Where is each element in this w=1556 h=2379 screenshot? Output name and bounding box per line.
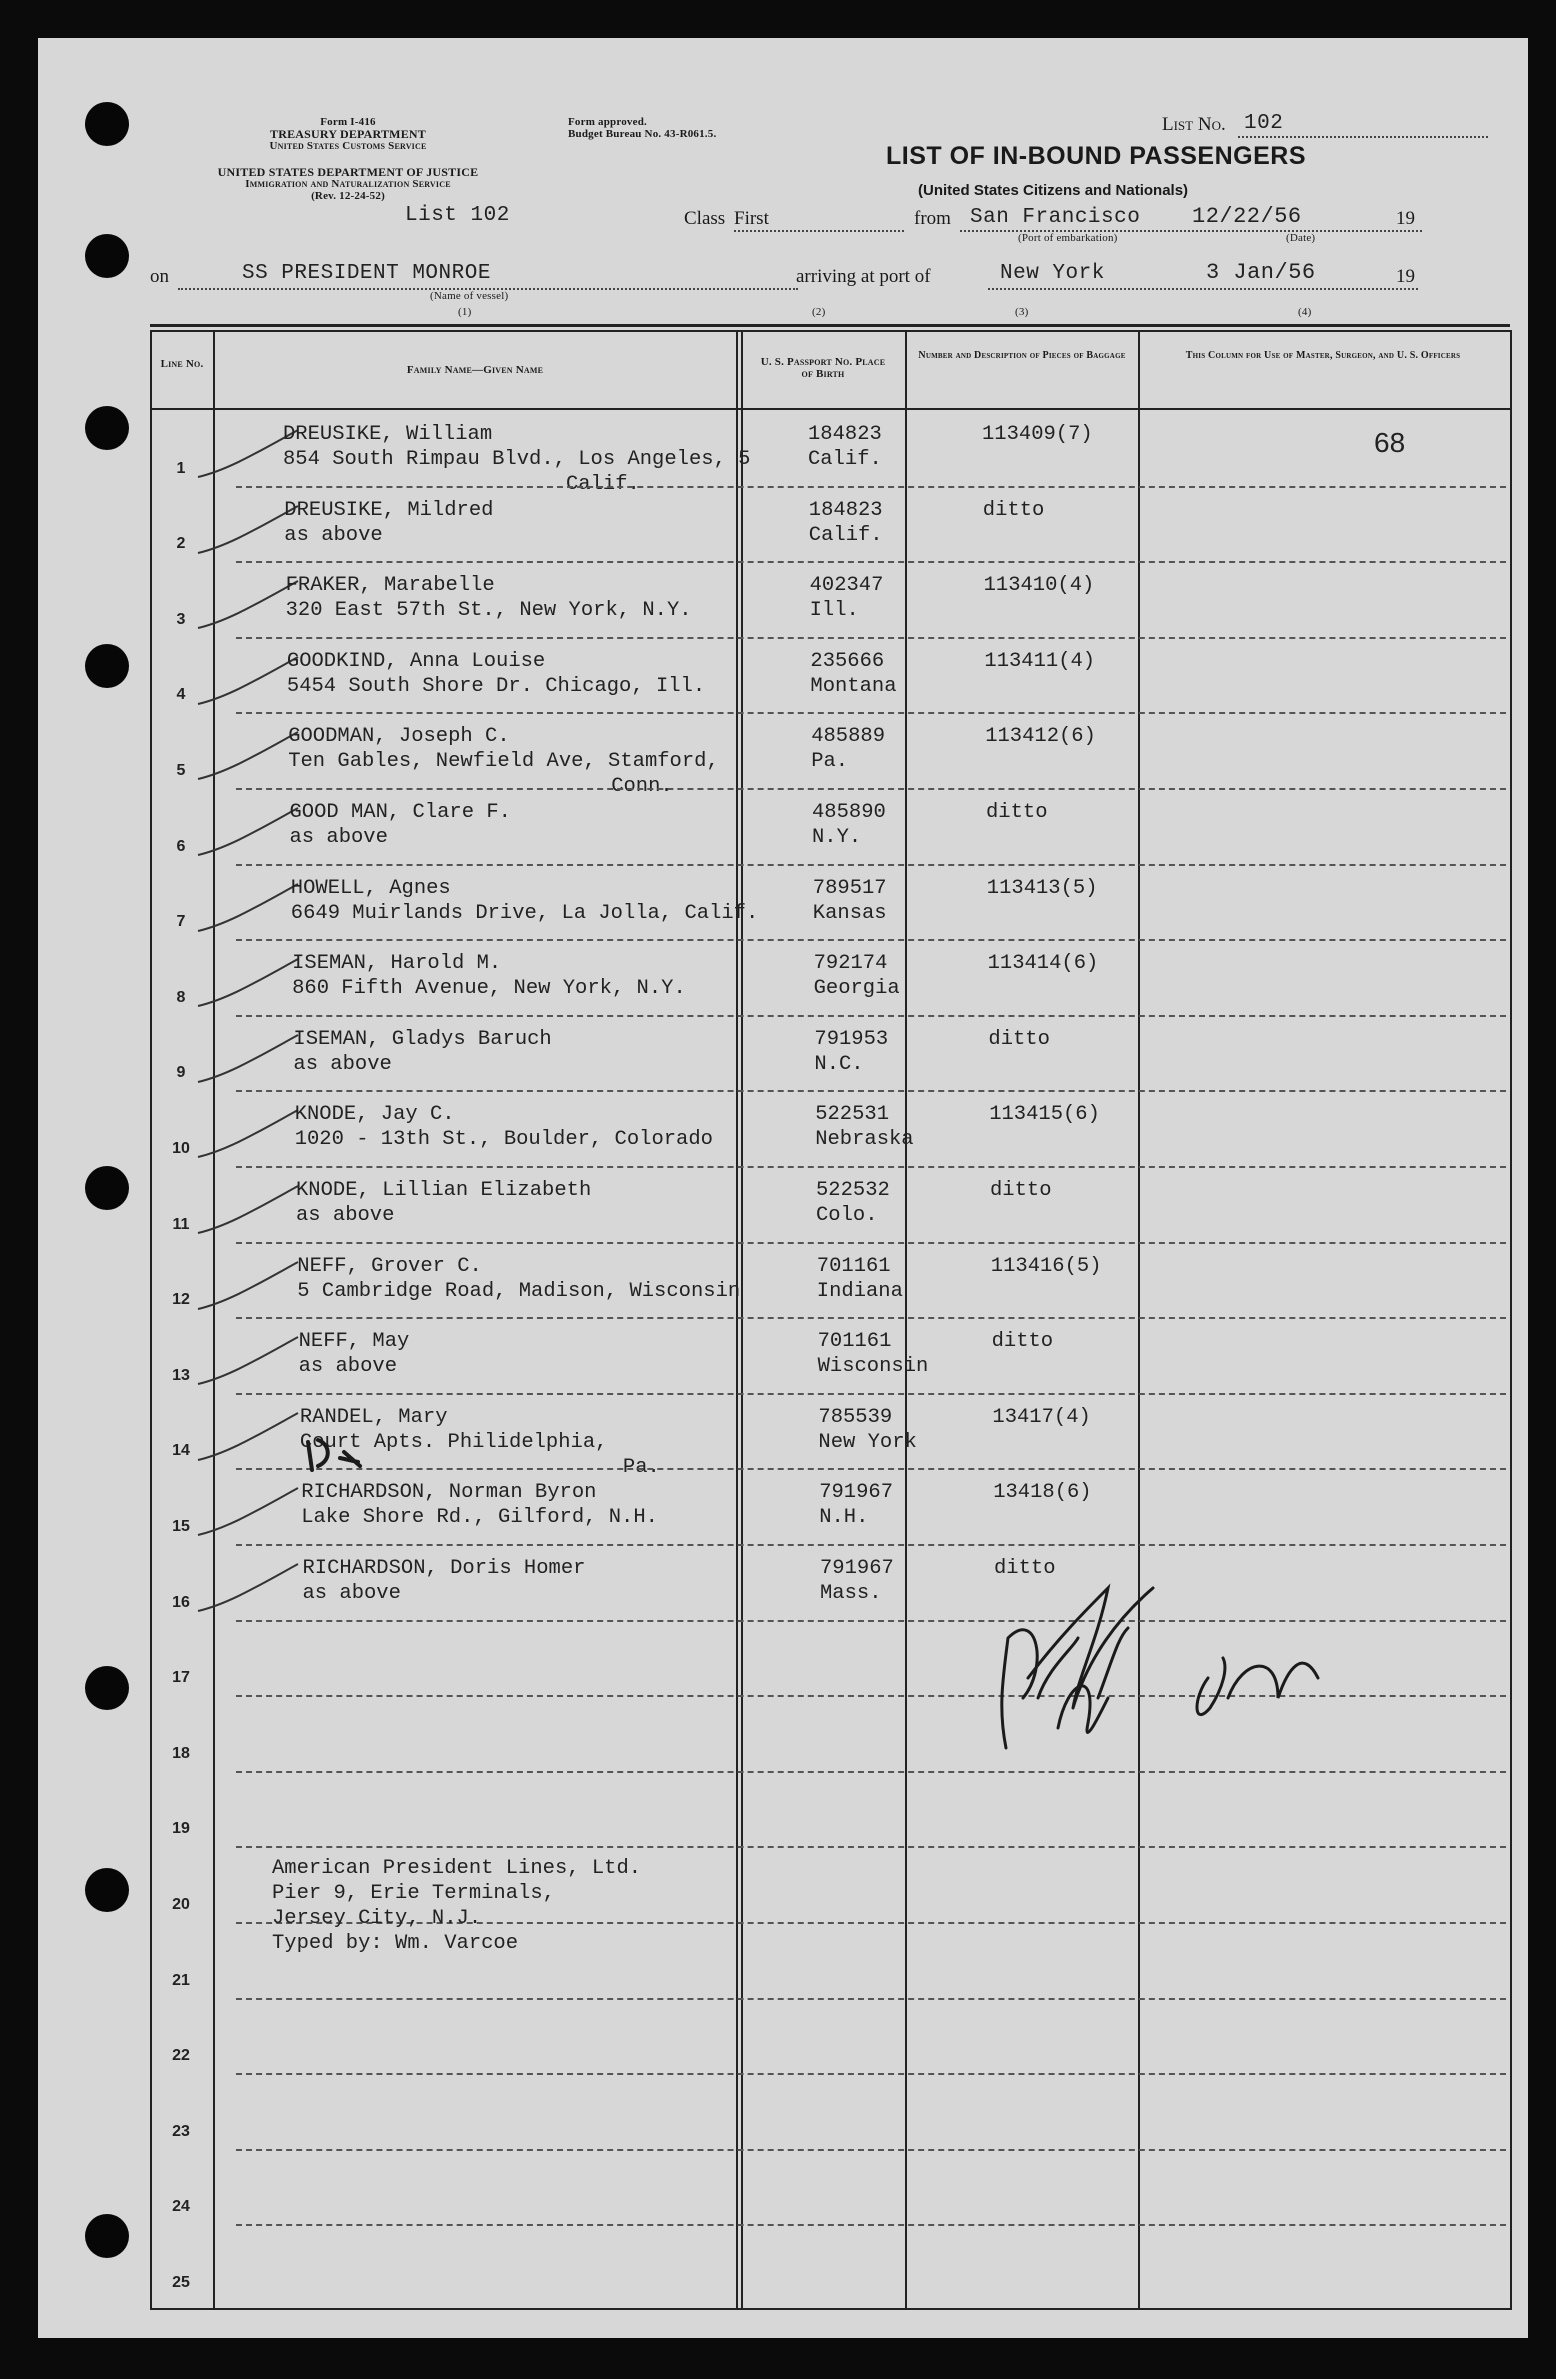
date-caption: (Date) (1286, 232, 1316, 244)
passenger-name: KNODE, Jay C. (294, 1103, 455, 1127)
passenger-name: ISEMAN, Gladys Baruch (293, 1027, 552, 1051)
passenger-name: GOOD MAN, Clare F. (289, 801, 511, 824)
port-embark-caption: (Port of embarkation) (1018, 232, 1118, 244)
line-tick-mark (188, 1254, 308, 1314)
passenger-address: as above (298, 1355, 398, 1379)
line-tick-mark (188, 1178, 308, 1238)
row-separator (236, 1544, 1506, 1546)
form-approved: Form approved. (568, 116, 647, 128)
list-typed: List 102 (405, 204, 510, 227)
row-separator (236, 712, 1506, 714)
agent-line-2: Pier 9, Erie Terminals, (272, 1882, 555, 1905)
form-number: Form I-416 (320, 116, 376, 128)
place-of-birth: Calif. (808, 523, 883, 547)
column-header-baggage: Number and Description of Pieces of Baggage (918, 350, 1126, 361)
baggage-description: 13417(4) (992, 1405, 1091, 1429)
line-tick-mark (188, 1556, 308, 1616)
line-number: 8 (176, 988, 186, 1006)
line-number: 2 (176, 535, 186, 553)
class-value: First (734, 208, 769, 229)
line-number: 7 (176, 913, 186, 931)
place-of-birth: Wisconsin (817, 1355, 929, 1379)
passenger-address: as above (284, 523, 383, 547)
punch-hole (85, 406, 129, 450)
place-of-birth: Nebraska (815, 1128, 914, 1152)
passport-number: 785539 (818, 1405, 893, 1429)
passenger-name: GOODKIND, Anna Louise (286, 649, 546, 673)
passenger-address: 1020 - 13th St., Boulder, Colorado (294, 1128, 713, 1152)
place-of-birth: N.Y. (812, 826, 862, 849)
column-ref-4: (4) (1298, 306, 1312, 318)
baggage-description: 113415(6) (989, 1103, 1100, 1127)
line-number: 16 (172, 1593, 190, 1611)
row-separator (236, 788, 1506, 790)
line-number: 5 (176, 762, 186, 779)
passenger-address-cont: Calif. (566, 473, 640, 496)
year-prefix-2: 19 (1396, 266, 1415, 287)
manifest-sheet (38, 38, 1528, 2338)
line-number: 18 (172, 1744, 190, 1762)
passport-number: 522531 (815, 1103, 889, 1127)
baggage-description: 113411(4) (984, 649, 1096, 673)
officer-signature (978, 1548, 1338, 1768)
row-separator (236, 561, 1506, 563)
punch-hole (85, 2214, 129, 2258)
place-of-birth: Pa. (811, 750, 849, 774)
column-header-name: Family Name—Given Name (406, 364, 544, 376)
from-label: from (914, 208, 951, 229)
baggage-description: ditto (991, 1330, 1054, 1354)
row-separator (236, 1317, 1506, 1319)
line-number: 19 (172, 1820, 190, 1838)
passenger-name: DREUSIKE, Mildred (284, 498, 494, 522)
passenger-address: 5 Cambridge Road, Madison, Wisconsin (297, 1279, 741, 1303)
passport-number: 791953 (814, 1027, 889, 1051)
justice-department: UNITED STATES DEPARTMENT OF JUSTICE (217, 165, 479, 179)
line-tick-mark (188, 1027, 308, 1087)
year-prefix: 19 (1396, 208, 1415, 229)
place-of-birth: Ill. (809, 599, 859, 623)
line-tick-mark (188, 951, 308, 1011)
passenger-address: Court Apts. Philidelphia, (299, 1430, 608, 1454)
line-number: 22 (172, 2047, 190, 2065)
passenger-name: RICHARDSON, Norman Byron (301, 1481, 597, 1505)
punch-hole (85, 1666, 129, 1710)
baggage-description: 113410(4) (983, 574, 1095, 598)
row-separator (236, 637, 1506, 639)
form-title: LIST OF IN-BOUND PASSENGERS (886, 142, 1307, 170)
row-separator (236, 1468, 1506, 1470)
place-of-birth: Mass. (820, 1582, 882, 1605)
passport-number: 791967 (820, 1557, 894, 1580)
passenger-address: 854 South Rimpau Blvd., Los Angeles, 5 (283, 448, 751, 471)
line-number: 20 (172, 1896, 190, 1913)
passenger-address: as above (302, 1582, 401, 1605)
on-label: on (150, 266, 169, 287)
passenger-name: RICHARDSON, Doris Homer (302, 1557, 586, 1580)
class-label: Class (684, 208, 726, 229)
line-tick-mark (188, 1480, 308, 1540)
line-number: 11 (172, 1215, 190, 1233)
row-separator (236, 2149, 1506, 2151)
row-separator (236, 1242, 1506, 1244)
baggage-description: ditto (982, 498, 1045, 522)
punch-hole (85, 1166, 129, 1210)
passport-number: 184823 (808, 423, 882, 446)
agent-line-4: Typed by: Wm. Varcoe (272, 1932, 519, 1955)
line-tick-mark (188, 1329, 308, 1389)
punch-hole (85, 102, 129, 146)
agent-line-1: American President Lines, Ltd. (272, 1857, 642, 1880)
row-separator (236, 864, 1506, 866)
passport-number: 789517 (812, 876, 887, 900)
arriving-label: arriving at port of (796, 266, 931, 287)
passenger-address: 320 East 57th St., New York, N.Y. (285, 599, 692, 623)
baggage-description: ditto (986, 801, 1048, 824)
passport-number: 235666 (810, 649, 885, 673)
passport-number: 522532 (816, 1179, 890, 1202)
punch-hole (85, 234, 129, 278)
passenger-address: as above (289, 826, 388, 849)
passport-number: 485889 (811, 725, 885, 749)
column-ref-1: (1) (458, 306, 472, 318)
baggage-description: 113416(5) (990, 1254, 1102, 1278)
passport-number: 792174 (813, 952, 888, 976)
column-header-officers: This Column for Use of Master, Surgeon, and U. S. Officers (1185, 350, 1461, 361)
passenger-address: 5454 South Shore Dr. Chicago, Ill. (286, 674, 706, 698)
passenger-address: Lake Shore Rd., Gilford, N.H. (301, 1506, 658, 1530)
baggage-description: ditto (990, 1179, 1052, 1202)
line-number: 1 (176, 459, 186, 477)
line-number: 25 (172, 2274, 190, 2291)
row-separator (236, 1846, 1506, 1848)
passport-number: 701161 (817, 1330, 892, 1354)
passenger-address: Ten Gables, Newfield Ave, Stamford, (288, 750, 719, 774)
line-number: 6 (176, 837, 186, 855)
place-of-birth: Calif. (808, 448, 882, 471)
list-no-label: List No. (1162, 114, 1226, 135)
line-number: 15 (172, 1518, 190, 1535)
baggage-description: 13418(6) (993, 1481, 1092, 1505)
passenger-name: GOODMAN, Joseph C. (288, 725, 510, 749)
row-separator (236, 1771, 1506, 1773)
place-of-birth: Indiana (816, 1279, 903, 1303)
line-tick-mark (188, 1405, 308, 1465)
passport-number: 402347 (809, 574, 884, 598)
arrival-date: 3 Jan/56 (1206, 260, 1316, 285)
form-subtitle: (United States Citizens and Nationals) (918, 182, 1189, 199)
baggage-description: 113414(6) (987, 952, 1099, 976)
passenger-address: as above (296, 1204, 395, 1227)
passenger-name: HOWELL, Agnes (290, 876, 451, 900)
place-of-birth: Kansas (812, 901, 887, 925)
passenger-name: DREUSIKE, William (283, 423, 493, 446)
row-separator (236, 1998, 1506, 2000)
immigration-service: Immigration and Naturalization Service (245, 178, 451, 190)
passport-number: 485890 (812, 801, 886, 824)
passenger-name: ISEMAN, Harold M. (292, 952, 502, 976)
row-separator (236, 1090, 1506, 1092)
row-separator (236, 486, 1506, 488)
departure-date: 12/22/56 (1192, 204, 1302, 229)
baggage-description: ditto (994, 1557, 1056, 1580)
baggage-description: 113409(7) (982, 423, 1093, 446)
passenger-address: 860 Fifth Avenue, New York, N.Y. (292, 977, 686, 1001)
place-of-birth: New York (818, 1430, 917, 1454)
baggage-description: ditto (988, 1027, 1050, 1051)
passenger-name: NEFF, May (298, 1330, 410, 1354)
row-separator (236, 1393, 1506, 1395)
officer-mark: 68 (1374, 427, 1406, 458)
line-number: 9 (176, 1064, 186, 1082)
vessel-caption: (Name of vessel) (430, 290, 509, 302)
redacted-mark (300, 1436, 380, 1476)
place-of-birth: N.C. (814, 1052, 864, 1076)
place-of-birth: N.H. (819, 1506, 869, 1530)
line-number: 21 (172, 1971, 190, 1989)
arrival-port: New York (1000, 262, 1105, 285)
passenger-name: FRAKER, Marabelle (285, 574, 495, 598)
line-number: 4 (176, 686, 186, 704)
line-number: 17 (172, 1669, 190, 1687)
revision-date: (Rev. 12-24-52) (311, 190, 385, 202)
row-separator (236, 2073, 1506, 2075)
line-number: 23 (172, 2122, 190, 2140)
row-separator (236, 1166, 1506, 1168)
place-of-birth: Colo. (816, 1204, 878, 1227)
row-separator (236, 2224, 1506, 2226)
passenger-name: RANDEL, Mary (299, 1405, 448, 1429)
column-header-line-no: Line No. (160, 358, 204, 370)
line-number: 24 (172, 2198, 190, 2216)
passport-number: 791967 (819, 1481, 893, 1505)
passenger-address: 6649 Muirlands Drive, La Jolla, Calif. (290, 901, 759, 925)
baggage-description: 113413(5) (986, 876, 1098, 900)
row-separator (236, 1015, 1506, 1017)
vessel-name: SS PRESIDENT MONROE (242, 262, 491, 285)
row-separator (236, 939, 1506, 941)
passenger-address-cont: Pa. (622, 1455, 660, 1479)
line-number: 3 (176, 610, 186, 628)
customs-service: United States Customs Service (269, 140, 427, 152)
passenger-name: KNODE, Lillian Elizabeth (296, 1179, 592, 1202)
line-number: 13 (172, 1366, 190, 1384)
line-number: 12 (172, 1291, 190, 1309)
line-number: 14 (172, 1442, 190, 1460)
punch-hole (85, 1868, 129, 1912)
place-of-birth: Georgia (813, 977, 900, 1001)
list-no-value: 102 (1244, 112, 1284, 135)
agent-line-3: Jersey City, N.J. (272, 1907, 482, 1930)
passport-number: 184823 (808, 498, 883, 522)
place-of-birth: Montana (810, 674, 897, 698)
passenger-address-cont: Conn. (611, 775, 673, 799)
line-tick-mark (188, 1102, 308, 1162)
passenger-address: as above (293, 1052, 392, 1076)
budget-bureau: Budget Bureau No. 43-R061.5. (568, 128, 717, 140)
from-port: San Francisco (970, 206, 1141, 229)
passport-number: 701161 (816, 1254, 891, 1278)
passenger-name: NEFF, Grover C. (297, 1254, 482, 1278)
column-ref-3: (3) (1015, 306, 1029, 318)
baggage-description: 113412(6) (985, 725, 1096, 749)
column-header-passport: U. S. Passport No. Place of Birth (760, 356, 886, 380)
treasury-department: TREASURY DEPARTMENT (270, 127, 426, 141)
line-number: 10 (172, 1140, 190, 1157)
column-ref-2: (2) (812, 306, 826, 318)
punch-hole (85, 644, 129, 688)
